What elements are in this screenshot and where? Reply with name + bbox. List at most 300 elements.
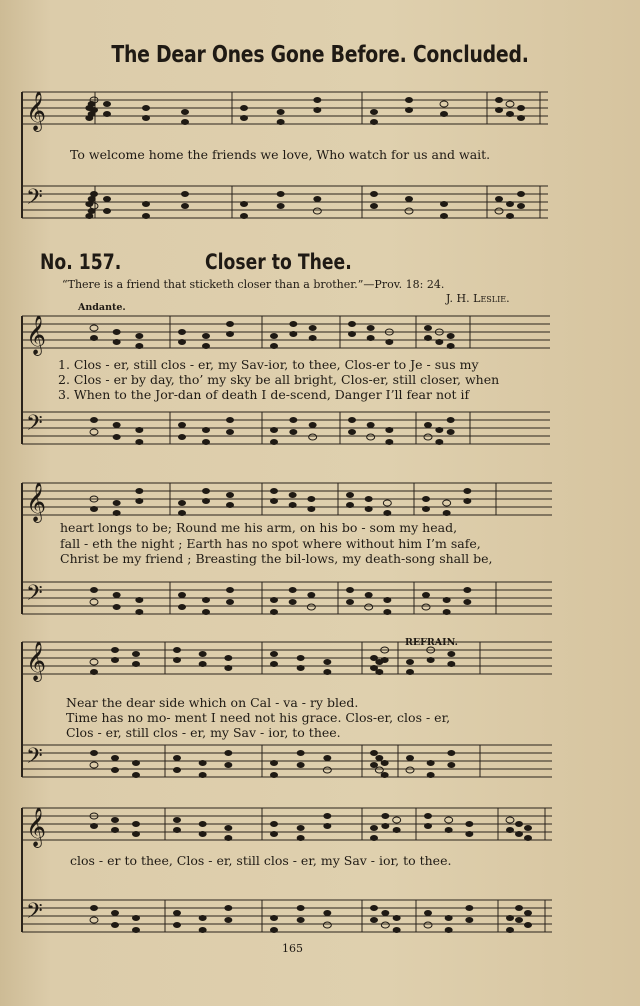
note-head <box>240 115 248 121</box>
note-head <box>297 917 305 923</box>
note-head <box>277 119 285 125</box>
note-head <box>440 111 448 117</box>
note-head <box>346 599 354 605</box>
note-head <box>135 597 143 603</box>
note-head <box>323 823 331 829</box>
note-head <box>85 213 93 219</box>
note-head <box>178 604 186 610</box>
note-head <box>111 647 119 653</box>
note-head <box>405 97 413 103</box>
note-head <box>224 917 232 923</box>
song-title: Closer to Thee. <box>205 250 352 274</box>
note-head <box>202 609 210 615</box>
note-head <box>226 321 234 327</box>
note-head <box>226 587 234 593</box>
note-head <box>132 915 140 921</box>
note-head <box>202 597 210 603</box>
note-head <box>270 343 278 349</box>
note-head <box>405 196 413 202</box>
note-head <box>224 665 232 671</box>
treble-clef: 𝄞 <box>26 91 47 131</box>
note-head <box>289 321 297 327</box>
note-head <box>240 213 248 219</box>
note-head <box>370 825 378 831</box>
note-head <box>289 492 297 498</box>
note-head <box>85 201 93 207</box>
verse-line: Time has no mo- ment I need not his grace. Clos-er, clos - er, <box>66 710 451 725</box>
note-head <box>103 101 111 107</box>
note-head <box>463 587 471 593</box>
note-head <box>323 910 331 916</box>
note-head <box>463 488 471 494</box>
bass-clef: 𝄢 <box>26 411 43 441</box>
note-head <box>289 429 297 435</box>
note-head <box>270 821 278 827</box>
note-head <box>309 434 317 440</box>
note-head <box>132 661 140 667</box>
note-head <box>111 922 119 928</box>
note-head <box>90 659 98 665</box>
note-head <box>103 111 111 117</box>
note-head <box>142 201 150 207</box>
note-head <box>289 502 297 508</box>
note-head <box>370 119 378 125</box>
note-head <box>370 191 378 197</box>
note-head <box>135 439 143 445</box>
note-head <box>447 429 455 435</box>
note-head <box>495 196 503 202</box>
note-head <box>202 488 210 494</box>
note-head <box>111 657 119 663</box>
note-head <box>289 331 297 337</box>
note-head <box>224 655 232 661</box>
note-head <box>370 917 378 923</box>
note-head <box>515 831 523 837</box>
note-head <box>506 101 514 107</box>
note-head <box>270 427 278 433</box>
note-head <box>517 191 525 197</box>
note-head <box>111 755 119 761</box>
treble-clef: 𝄞 <box>26 315 47 355</box>
verse-line: heart longs to be; Round me his arm, on his bo - som my head, <box>60 520 458 535</box>
note-head <box>393 915 401 921</box>
note-head <box>270 333 278 339</box>
note-head <box>495 97 503 103</box>
note-head <box>226 599 234 605</box>
note-head <box>111 767 119 773</box>
note-head <box>506 915 514 921</box>
note-head <box>309 325 317 331</box>
note-head <box>202 343 210 349</box>
note-head <box>90 417 98 423</box>
verse-line: 2. Clos - er by day, tho’ my sky be all bright, Clos-er, still closer, when <box>58 372 500 387</box>
note-head <box>435 339 443 345</box>
note-head <box>427 760 435 766</box>
note-head <box>142 105 150 111</box>
note-head <box>135 609 143 615</box>
note-head <box>465 821 473 827</box>
verse-line: Clos - er, still clos - er, my Sav - ior, to thee. <box>66 725 341 740</box>
note-head <box>427 657 435 663</box>
note-head <box>270 498 278 504</box>
note-head <box>465 831 473 837</box>
note-head <box>142 115 150 121</box>
note-head <box>385 339 393 345</box>
note-head <box>381 772 389 778</box>
note-head <box>309 335 317 341</box>
note-head <box>348 321 356 327</box>
note-head <box>224 762 232 768</box>
note-head <box>85 115 93 121</box>
note-head <box>495 107 503 113</box>
note-head <box>323 922 331 928</box>
note-head <box>393 817 401 823</box>
note-head <box>381 657 389 663</box>
note-head <box>297 762 305 768</box>
note-head <box>424 813 432 819</box>
note-head <box>346 492 354 498</box>
note-head <box>226 331 234 337</box>
note-head <box>113 604 121 610</box>
note-head <box>199 821 207 827</box>
note-head <box>103 196 111 202</box>
note-head <box>173 755 181 761</box>
verse-line: Christ be my friend ; Breasting the bil-lows, my death-song shall be, <box>60 551 493 566</box>
bass-clef: 𝄢 <box>26 744 43 774</box>
note-head <box>465 917 473 923</box>
note-head <box>277 191 285 197</box>
note-head <box>447 762 455 768</box>
note-head <box>447 417 455 423</box>
note-head <box>443 510 451 516</box>
note-head <box>270 439 278 445</box>
note-head <box>307 506 315 512</box>
tempo-marking: Andante. <box>78 302 126 313</box>
verse-line: 1. Clos - er, still clos - er, my Sav-ior, to thee, Clos-er to Je - sus my <box>58 357 479 372</box>
note-head <box>383 609 391 615</box>
note-head <box>178 422 186 428</box>
note-head <box>270 772 278 778</box>
note-head <box>375 767 383 773</box>
note-head <box>447 750 455 756</box>
note-head <box>178 510 186 516</box>
note-head <box>313 208 321 214</box>
note-head <box>309 422 317 428</box>
note-head <box>111 910 119 916</box>
note-head <box>173 827 181 833</box>
composer: J. H. Leslie. <box>446 292 510 305</box>
note-head <box>524 922 532 928</box>
note-head <box>199 760 207 766</box>
note-head <box>515 821 523 827</box>
note-head <box>313 97 321 103</box>
note-head <box>270 927 278 933</box>
note-head <box>447 651 455 657</box>
note-head <box>277 203 285 209</box>
note-head <box>132 831 140 837</box>
note-head <box>113 434 121 440</box>
note-head <box>132 651 140 657</box>
note-head <box>297 665 305 671</box>
note-head <box>240 105 248 111</box>
note-head <box>524 825 532 831</box>
note-head <box>142 213 150 219</box>
note-head <box>199 772 207 778</box>
note-head <box>406 669 414 675</box>
note-head <box>463 599 471 605</box>
note-head <box>381 823 389 829</box>
note-head <box>406 755 414 761</box>
epigraph: “There is a friend that sticketh closer than a brother.”—Prov. 18: 24. <box>62 278 445 291</box>
note-head <box>365 506 373 512</box>
note-head <box>297 835 305 841</box>
note-head <box>270 609 278 615</box>
note-head <box>506 111 514 117</box>
page-title: The Dear Ones Gone Before. Concluded. <box>111 42 529 68</box>
note-head <box>173 657 181 663</box>
note-head <box>90 325 98 331</box>
note-head <box>524 910 532 916</box>
note-head <box>506 213 514 219</box>
note-head <box>424 422 432 428</box>
note-head <box>383 500 391 506</box>
note-head <box>440 101 448 107</box>
note-head <box>90 917 98 923</box>
song-number: No. 157. <box>40 250 122 274</box>
note-head <box>90 669 98 675</box>
note-head <box>346 502 354 508</box>
note-head <box>406 767 414 773</box>
note-head <box>367 325 375 331</box>
note-head <box>435 439 443 445</box>
note-head <box>422 592 430 598</box>
note-head <box>113 510 121 516</box>
note-head <box>113 339 121 345</box>
note-head <box>445 927 453 933</box>
note-head <box>440 213 448 219</box>
note-head <box>199 831 207 837</box>
note-head <box>495 208 503 214</box>
note-head <box>370 835 378 841</box>
note-head <box>173 922 181 928</box>
note-head <box>135 488 143 494</box>
note-head <box>506 927 514 933</box>
note-head <box>226 492 234 498</box>
note-head <box>173 767 181 773</box>
note-head <box>346 587 354 593</box>
note-head <box>199 927 207 933</box>
note-head <box>289 417 297 423</box>
note-head <box>226 429 234 435</box>
note-head <box>90 335 98 341</box>
note-head <box>226 502 234 508</box>
note-head <box>424 325 432 331</box>
note-head <box>506 817 514 823</box>
note-head <box>111 827 119 833</box>
verse-line: clos - er to thee, Clos - er, still clos - er, my Sav - ior, to thee. <box>70 853 452 868</box>
note-head <box>515 905 523 911</box>
note-head <box>132 772 140 778</box>
note-head <box>240 201 248 207</box>
note-head <box>323 813 331 819</box>
note-head <box>422 506 430 512</box>
note-head <box>381 760 389 766</box>
note-head <box>365 496 373 502</box>
note-head <box>173 647 181 653</box>
note-head <box>90 587 98 593</box>
note-head <box>270 831 278 837</box>
note-head <box>517 105 525 111</box>
note-head <box>178 592 186 598</box>
note-head <box>202 333 210 339</box>
note-head <box>447 333 455 339</box>
note-head <box>447 661 455 667</box>
note-head <box>445 817 453 823</box>
note-head <box>323 767 331 773</box>
note-head <box>422 496 430 502</box>
treble-clef: 𝄞 <box>26 807 47 847</box>
note-head <box>297 655 305 661</box>
note-head <box>224 750 232 756</box>
note-head <box>307 496 315 502</box>
note-head <box>323 755 331 761</box>
note-head <box>113 329 121 335</box>
note-head <box>135 333 143 339</box>
note-head <box>270 651 278 657</box>
note-head <box>297 905 305 911</box>
note-head <box>90 823 98 829</box>
note-head <box>424 823 432 829</box>
note-head <box>427 772 435 778</box>
note-head <box>181 109 189 115</box>
treble-clef: 𝄞 <box>26 641 47 681</box>
note-head <box>424 922 432 928</box>
note-head <box>199 651 207 657</box>
note-head <box>90 762 98 768</box>
note-head <box>405 208 413 214</box>
note-head <box>270 915 278 921</box>
note-head <box>202 439 210 445</box>
note-head <box>445 915 453 921</box>
note-head <box>178 434 186 440</box>
note-head <box>524 835 532 841</box>
note-head <box>365 604 373 610</box>
note-head <box>443 609 451 615</box>
note-head <box>424 335 432 341</box>
note-head <box>178 339 186 345</box>
note-head <box>517 115 525 121</box>
note-head <box>181 191 189 197</box>
note-head <box>289 599 297 605</box>
note-head <box>224 905 232 911</box>
note-head <box>289 587 297 593</box>
note-head <box>447 343 455 349</box>
note-head <box>515 917 523 923</box>
note-head <box>381 813 389 819</box>
refrain-label: REFRAIN. <box>405 637 458 648</box>
note-head <box>393 827 401 833</box>
note-head <box>323 669 331 675</box>
note-head <box>199 915 207 921</box>
note-head <box>370 750 378 756</box>
note-head <box>385 439 393 445</box>
note-head <box>103 208 111 214</box>
note-head <box>297 750 305 756</box>
note-head <box>348 331 356 337</box>
note-head <box>313 196 321 202</box>
page-number: 165 <box>282 942 303 955</box>
note-head <box>199 661 207 667</box>
note-head <box>224 825 232 831</box>
note-head <box>443 500 451 506</box>
note-head <box>383 510 391 516</box>
first-song-lyric: To welcome home the friends we love, Who watch for us and wait. <box>70 147 491 162</box>
note-head <box>465 905 473 911</box>
note-head <box>202 427 210 433</box>
note-head <box>506 827 514 833</box>
note-head <box>381 910 389 916</box>
note-head <box>173 817 181 823</box>
note-head <box>224 835 232 841</box>
note-head <box>85 105 93 111</box>
note-head <box>506 201 514 207</box>
note-head <box>307 592 315 598</box>
bass-clef: 𝄢 <box>26 185 43 215</box>
verse-line: 3. When to the Jor-dan of death I de-scend, Danger I’ll fear not if <box>58 387 470 402</box>
bass-clef: 𝄢 <box>26 899 43 929</box>
note-head <box>181 203 189 209</box>
note-head <box>111 817 119 823</box>
note-head <box>313 107 321 113</box>
note-head <box>440 201 448 207</box>
note-head <box>277 109 285 115</box>
note-head <box>132 927 140 933</box>
note-head <box>443 597 451 603</box>
note-head <box>135 343 143 349</box>
note-head <box>113 500 121 506</box>
note-head <box>381 922 389 928</box>
note-head <box>135 498 143 504</box>
note-head <box>385 427 393 433</box>
verse-line: fall - eth the night ; Earth has no spot where without him I’m safe, <box>60 536 481 551</box>
note-head <box>307 604 315 610</box>
note-head <box>375 755 383 761</box>
note-head <box>90 905 98 911</box>
note-head <box>135 427 143 433</box>
note-head <box>113 592 121 598</box>
note-head <box>367 335 375 341</box>
note-head <box>132 760 140 766</box>
note-head <box>181 119 189 125</box>
note-head <box>113 422 121 428</box>
note-head <box>463 498 471 504</box>
note-head <box>202 498 210 504</box>
note-head <box>375 669 383 675</box>
note-head <box>90 429 98 435</box>
note-head <box>178 500 186 506</box>
note-head <box>90 599 98 605</box>
note-head <box>270 488 278 494</box>
note-head <box>90 506 98 512</box>
note-head <box>405 107 413 113</box>
note-head <box>367 422 375 428</box>
note-head <box>297 825 305 831</box>
treble-clef: 𝄞 <box>26 482 47 522</box>
note-head <box>517 203 525 209</box>
note-head <box>406 659 414 665</box>
note-head <box>226 417 234 423</box>
note-head <box>424 910 432 916</box>
